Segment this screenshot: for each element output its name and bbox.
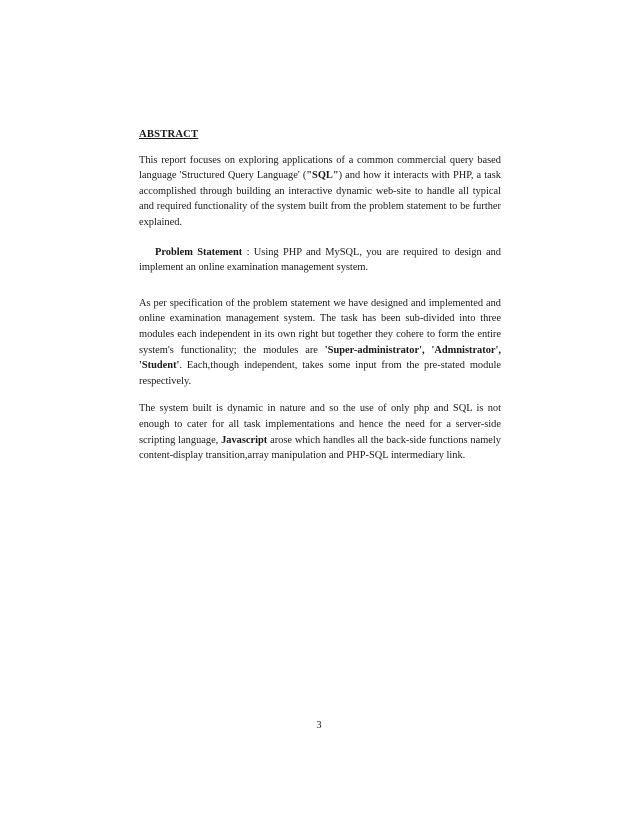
problem-statement-text: : Using PHP and MySQL, you are required to design and implement an online examination management system. [139, 246, 501, 274]
sql-term: "SQL" [306, 170, 339, 182]
paragraph-intro [139, 153, 501, 231]
modules-list: 'Super-administrator', 'Admnistrator', 'Student' [139, 344, 502, 372]
page-number: 3 [316, 720, 322, 731]
paragraph-javascript-text-a: The system built is dynamic in nature and so the use of only php and SQL is not enough to cater for all task implementations and hence the need for a server-side scripting language, [139, 403, 501, 446]
paragraph-modules-text-a: As per specification of the problem statement we have designed and implemented and online examination management system. The task has been sub-divided into three modules each independent in its own right but together they cohere to form the entire system's functionality; the modules are [139, 297, 501, 356]
javascript-term: Javascript [221, 434, 268, 446]
paragraph-javascript [139, 401, 501, 463]
paragraph-modules [139, 296, 501, 390]
paragraph-intro-text-c: ) and how it interacts with PHP, a task accomplished through building an interactive dynamic web-site to handle all typical and required functionality of the system built from the problem statement to be further explained. [139, 170, 501, 228]
paragraph-modules-text-c: . Each,though independent, takes some input from the pre-stated module respectively. [139, 360, 501, 387]
paragraph-intro-text-a: This report focuses on exploring applications of a common commercial query based language 'Structured Query Language' ( [139, 154, 501, 182]
section-heading: ABSTRACT [139, 129, 199, 140]
paragraph-problem-statement [139, 245, 501, 276]
paragraph-javascript-text-c: arose which handles all the back-side functions namely content-display transition,array manipulation and PHP-SQL intermediary link. [139, 434, 501, 462]
abstract-section [139, 127, 501, 464]
problem-statement-label: Problem Statement [155, 246, 243, 258]
